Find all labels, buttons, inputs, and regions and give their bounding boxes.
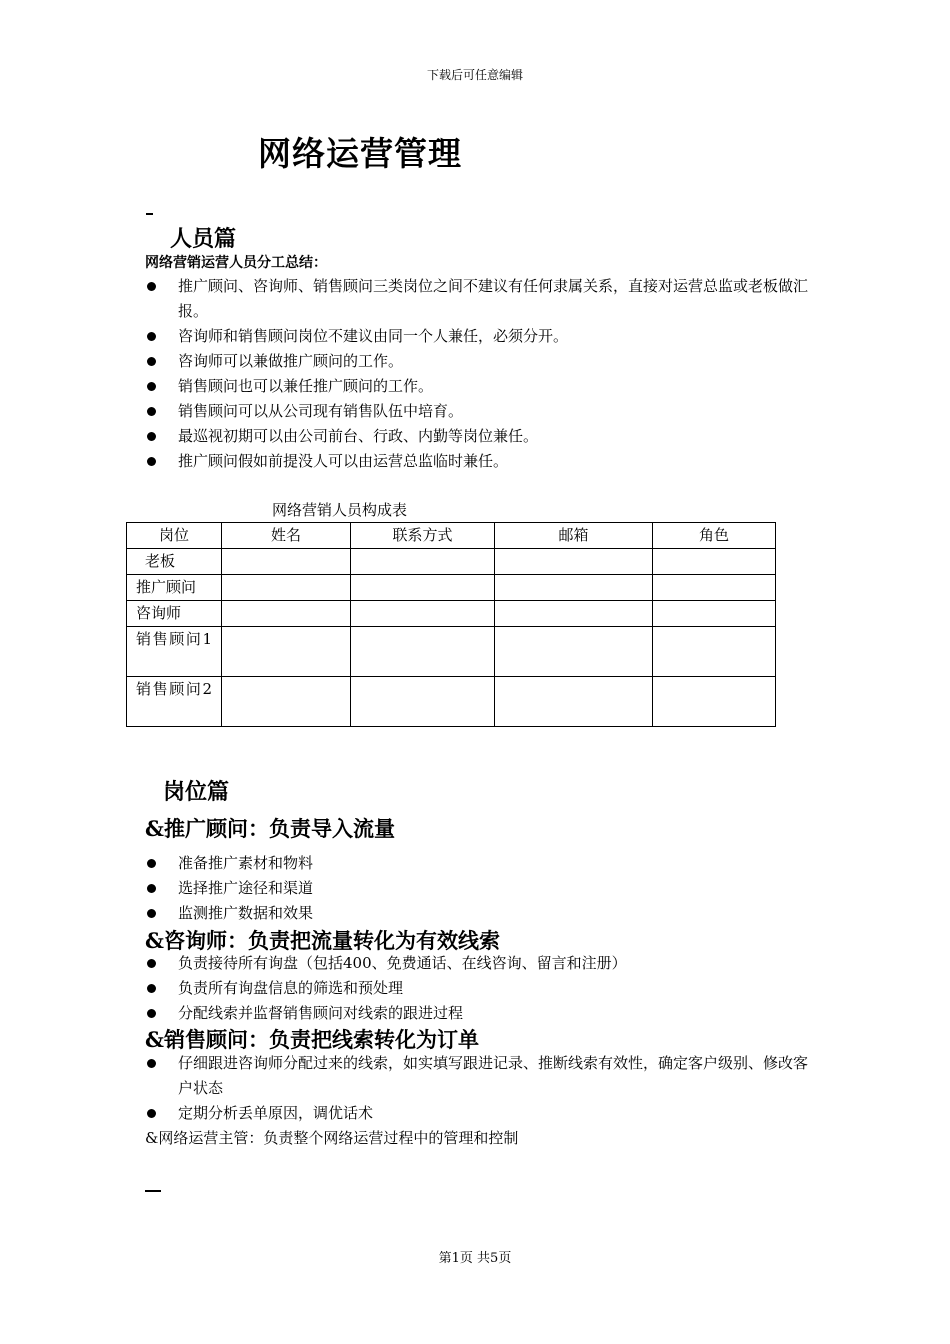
table-row — [127, 575, 776, 601]
table-cell — [351, 601, 495, 627]
divider-mark — [145, 1190, 161, 1192]
table-cell — [222, 677, 351, 727]
promoter-heading: &推广顾问：负责导入流量 — [145, 816, 395, 841]
table-cell: 销售顾问1 — [127, 627, 222, 677]
list-item: 推广顾问假如前提没人可以由运营总监临时兼任。 — [145, 449, 810, 474]
table-cell — [495, 601, 653, 627]
table-cell — [495, 575, 653, 601]
table-cell: 推广顾问 — [127, 575, 222, 601]
list-item: 咨询师可以兼做推广顾问的工作。 — [145, 349, 810, 374]
page-footer: 第1页 共5页 — [438, 1251, 512, 1266]
list-item: 仔细跟进咨询师分配过来的线索，如实填写跟进记录、推断线索有效性，确定客户级别、修改客户状态 — [145, 1051, 810, 1101]
table-cell — [222, 627, 351, 677]
divider-mark — [146, 213, 153, 215]
table-cell — [653, 549, 776, 575]
column-header: 姓名 — [222, 523, 351, 549]
table-cell — [222, 575, 351, 601]
table-cell — [495, 677, 653, 727]
list-item: 监测推广数据和效果 — [145, 901, 810, 926]
page-title: 网络运营管理 — [258, 134, 462, 173]
table-row — [127, 601, 776, 627]
table-cell — [351, 627, 495, 677]
sales-bullet-list — [145, 1051, 810, 1126]
table-cell — [351, 677, 495, 727]
table-caption: 网络营销人员构成表 — [272, 501, 408, 519]
column-header: 邮箱 — [495, 523, 653, 549]
table-row — [127, 677, 776, 727]
table-row — [127, 549, 776, 575]
table-header-row — [127, 523, 776, 549]
table-cell — [653, 627, 776, 677]
list-item: 分配线索并监督销售顾问对线索的跟进过程 — [145, 1001, 810, 1026]
table-row — [127, 627, 776, 677]
table-cell: 咨询师 — [127, 601, 222, 627]
table-cell — [653, 575, 776, 601]
table-cell — [653, 601, 776, 627]
list-item: 最巡视初期可以由公司前台、行政、内勤等岗位兼任。 — [145, 424, 810, 449]
list-item: 选择推广途径和渠道 — [145, 876, 810, 901]
list-item: 咨询师和销售顾问岗位不建议由同一个人兼任，必须分开。 — [145, 324, 810, 349]
list-item: 准备推广素材和物料 — [145, 851, 810, 876]
manager-line: &网络运营主管：负责整个网络运营过程中的管理和控制 — [145, 1129, 519, 1147]
table-cell — [351, 575, 495, 601]
table-cell — [495, 549, 653, 575]
people-section-heading: 人员篇 — [170, 226, 237, 252]
list-item: 销售顾问可以从公司现有销售队伍中培育。 — [145, 399, 810, 424]
header-note: 下载后可任意编辑 — [426, 68, 523, 82]
column-header: 岗位 — [127, 523, 222, 549]
table-cell — [222, 601, 351, 627]
list-item: 定期分析丢单原因，调优话术 — [145, 1101, 810, 1126]
consultant-heading: &咨询师：负责把流量转化为有效线索 — [145, 928, 500, 953]
list-item: 销售顾问也可以兼任推广顾问的工作。 — [145, 374, 810, 399]
table-cell — [495, 627, 653, 677]
table-cell: 老板 — [127, 549, 222, 575]
sales-heading: &销售顾问：负责把线索转化为订单 — [145, 1027, 479, 1052]
table-cell — [222, 549, 351, 575]
people-bullet-list — [145, 274, 810, 474]
list-item: 推广顾问、咨询师、销售顾问三类岗位之间不建议有任何隶属关系，直接对运营总监或老板做汇报。 — [145, 274, 810, 324]
column-header: 联系方式 — [351, 523, 495, 549]
list-item: 负责接待所有询盘（包括400、免费通话、在线咨询、留言和注册） — [145, 951, 810, 976]
table-cell — [653, 677, 776, 727]
table-cell — [351, 549, 495, 575]
consultant-bullet-list — [145, 951, 810, 1026]
staff-roster-table — [126, 522, 776, 727]
roles-section-heading: 岗位篇 — [163, 779, 230, 805]
column-header: 角色 — [653, 523, 776, 549]
list-item: 负责所有询盘信息的筛选和预处理 — [145, 976, 810, 1001]
table-cell: 销售顾问2 — [127, 677, 222, 727]
promoter-bullet-list — [145, 851, 810, 926]
people-subtitle: 网络营销运营人员分工总结： — [145, 255, 327, 271]
